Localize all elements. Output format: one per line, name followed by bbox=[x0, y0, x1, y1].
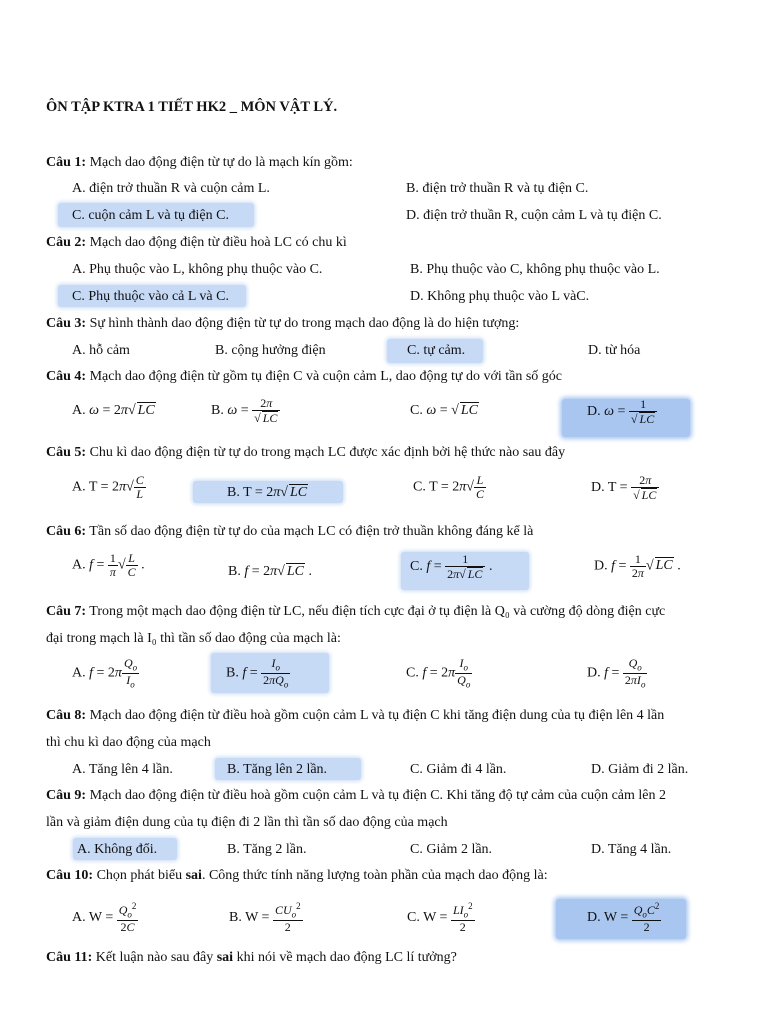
q5-option-d: D. T = $\frac{2\pi}{√ LC}$ bbox=[591, 474, 659, 501]
q7-option-a: A. f = 2π $\frac{Q_o}{I_o}$ bbox=[72, 656, 138, 690]
q5-option-c: C. T = 2π√ $\frac{L}{C}$ bbox=[413, 473, 484, 501]
q6-option-a: A. f = $\frac{1}{\pi}$ √ $\frac{L}{C}$ . bbox=[72, 551, 145, 579]
q9-option-d: D. Tăng 4 lần. bbox=[591, 842, 672, 857]
page-title: ÔN TẬP KTRA 1 TIẾT HK2 _ MÔN VẬT LÝ. bbox=[46, 99, 338, 115]
question-8-cont: thì chu kì dao động của mạch bbox=[46, 735, 211, 750]
q7-option-d: D. f = $\frac{Q_o}{2\pi I_o}$ bbox=[587, 656, 646, 690]
question-9-cont: lần và giảm điện dung của tụ điện đi 2 lần thì tần số dao động của mạch bbox=[46, 815, 448, 830]
q9-option-b: B. Tăng 2 lần. bbox=[227, 842, 307, 857]
question-6: Câu 6: Tần số dao động điện từ tự do của mạch LC có điện trở thuần không đáng kể là bbox=[46, 524, 534, 539]
question-7: Câu 7: Trong một mạch dao động điện từ LC, nếu điện tích cực đại ở tụ điện là Q₀ và cường độ dòng điện cực bbox=[46, 604, 666, 619]
question-11: Câu 11: Kết luận nào sau đây sai khi nói về mạch dao động LC lí tưởng? bbox=[46, 950, 457, 965]
q9-option-a: A. Không đổi. bbox=[77, 842, 158, 857]
q2-option-c: C. Phụ thuộc vào cả L và C. bbox=[72, 289, 229, 304]
q10-option-c: C. W = $\frac{LI_o^2}{2}$ bbox=[407, 901, 473, 934]
q2-option-a: A. Phụ thuộc vào L, không phụ thuộc vào C. bbox=[72, 262, 323, 277]
q7-option-b: B. f = $\frac{I_o}{2\pi Q_o}$ bbox=[226, 656, 289, 690]
q8-option-a: A. Tăng lên 4 lần. bbox=[72, 762, 173, 777]
question-5: Câu 5: Chu kì dao động điện từ tự do trong mạch LC được xác định bởi hệ thức nào sau đây bbox=[46, 445, 566, 460]
q10-option-a: A. W = $\frac{Q_o^2}{2C}$ bbox=[72, 901, 137, 934]
question-4: Câu 4: Mạch dao động điện từ gồm tụ điện C và cuộn cảm L, dao động tự do với tần số góc bbox=[46, 369, 563, 384]
q4-option-b: B. ω = $\frac{2\pi}{√ LC}$ bbox=[211, 397, 280, 424]
q4-option-d: D. ω = $\frac{1}{√ LC}$ bbox=[587, 398, 657, 425]
q1-option-c: C. cuộn cảm L và tụ điện C. bbox=[72, 208, 229, 223]
q4-option-c: C. ω = √ LC bbox=[410, 403, 478, 418]
q8-option-b: B. Tăng lên 2 lần. bbox=[227, 762, 328, 777]
q6-option-b: B. f = 2π√ LC . bbox=[228, 564, 312, 579]
q10-option-d: D. W = $\frac{Q_oC^2}{2}$ bbox=[587, 901, 660, 934]
q10-option-b: B. W = $\frac{CU_o^2}{2}$ bbox=[229, 901, 301, 934]
q4-option-a: A. ω = 2π√ LC bbox=[72, 403, 155, 418]
q6-option-c: C. f = $\frac{1}{2\pi√ LC}$ . bbox=[410, 552, 493, 581]
q9-option-c: C. Giảm 2 lần. bbox=[410, 842, 493, 857]
question-3: Câu 3: Sự hình thành dao động điện từ tự do trong mạch dao động là do hiện tượng: bbox=[46, 316, 520, 331]
q7-option-c: C. f = 2π $\frac{I_o}{Q_o}$ bbox=[406, 656, 471, 690]
q1-option-d: D. điện trở thuần R, cuộn cảm L và tụ điện C. bbox=[406, 208, 662, 223]
question-2: Câu 2: Mạch dao động điện từ điều hoà LC có chu kì bbox=[46, 235, 347, 250]
q3-option-a: A. hỗ cảm bbox=[72, 343, 130, 358]
q2-option-b: B. Phụ thuộc vào C, không phụ thuộc vào L. bbox=[410, 262, 660, 277]
q6-option-d: D. f = $\frac{1}{2\pi}$ √ LC . bbox=[594, 552, 681, 580]
q1-option-b: B. điện trở thuần R và tụ điện C. bbox=[406, 181, 589, 196]
q8-option-d: D. Giảm đi 2 lần. bbox=[591, 762, 689, 777]
q2-option-d: D. Không phụ thuộc vào L vàC. bbox=[410, 289, 590, 304]
q5-option-b: B. T = 2π√ LC bbox=[227, 485, 308, 500]
question-10: Câu 10: Chọn phát biểu sai. Công thức tính năng lượng toàn phần của mạch dao động là: bbox=[46, 868, 548, 883]
q8-option-c: C. Giảm đi 4 lần. bbox=[410, 762, 507, 777]
q3-option-c: C. tự cảm. bbox=[407, 343, 466, 358]
q3-option-d: D. từ hóa bbox=[588, 343, 641, 358]
q1-option-a: A. điện trở thuần R và cuộn cảm L. bbox=[72, 181, 270, 196]
question-7-cont: đại trong mạch là I₀ thì tần số dao động của mạch là: bbox=[46, 631, 341, 646]
question-9: Câu 9: Mạch dao động điện từ điều hoà gồm cuộn cảm L và tụ điện C. Khi tăng độ tự cảm của cuộn cảm lên 2 bbox=[46, 788, 667, 803]
question-8: Câu 8: Mạch dao động điện từ điều hoà gồm cuộn cảm L và tụ điện C khi tăng điện dung của tụ điện lên 4 lần bbox=[46, 708, 665, 723]
question-1: Câu 1: Mạch dao động điện từ tự do là mạch kín gồm: bbox=[46, 155, 353, 170]
q5-option-a: A. T = 2π√ $\frac{C}{L}$ bbox=[72, 473, 144, 501]
q3-option-b: B. cộng hưởng điện bbox=[215, 343, 326, 358]
